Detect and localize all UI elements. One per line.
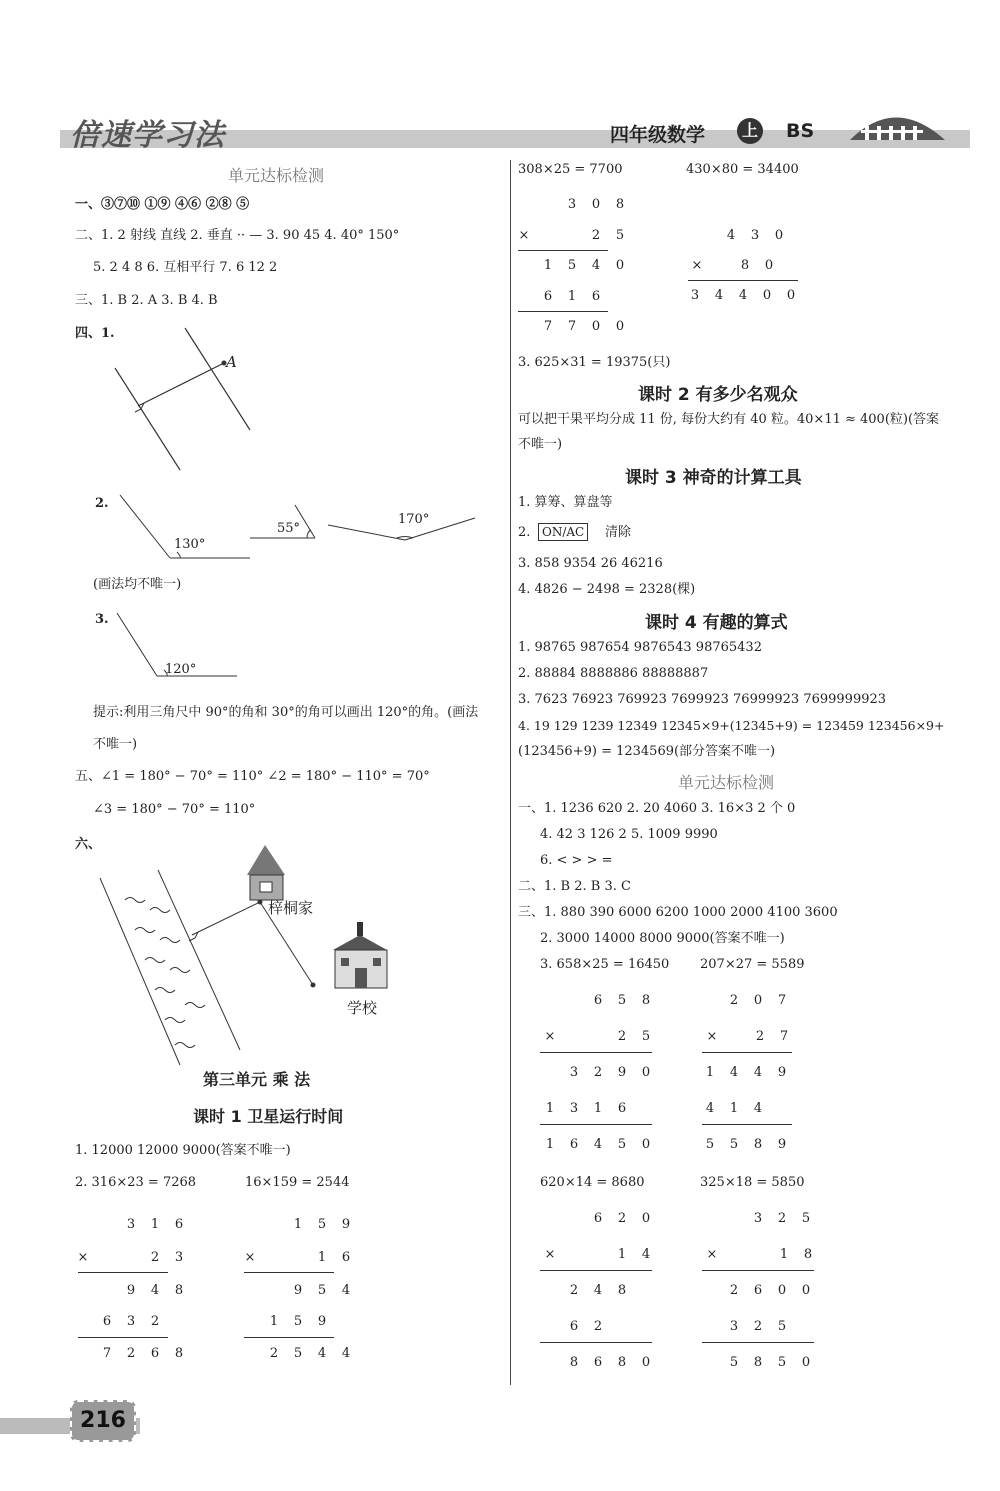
l2-text-b: 不唯一): [518, 437, 563, 452]
eq-308x25: 308×25 = 7700: [518, 162, 623, 177]
l1-q1: 1. 12000 12000 9000(答案不唯一): [75, 1143, 291, 1158]
lesson2-title: 课时 2 有多少名观众: [638, 385, 798, 405]
hint-b: 不唯一): [93, 737, 138, 752]
parallel-lines-figure: [100, 320, 260, 480]
q5a: 五、∠1 = 180° − 70° = 110° ∠2 = 180° − 110° = 70°: [75, 769, 430, 784]
point-a-label: A: [226, 353, 237, 371]
unit-test-title: 单元达标检测: [228, 166, 325, 185]
q5b: ∠3 = 180° − 70° = 110°: [93, 802, 256, 817]
angle-130: 130°: [174, 537, 206, 552]
angle-170: 170°: [398, 512, 430, 527]
q2a: 二、1. 2 射线 直线 2. 垂直 ·· — 3. 90 45 4. 40° 150°: [75, 228, 400, 243]
volume-badge: 上: [737, 118, 763, 144]
l3-q2-text: 清除: [605, 525, 632, 540]
angle-55: 55°: [277, 521, 301, 536]
eq-430x80: 430×80 = 34400: [686, 162, 799, 177]
l4-q3: 3. 7623 76923 769923 7699923 76999923 7699999923: [518, 692, 887, 707]
lesson4-title: 课时 4 有趣的算式: [645, 613, 788, 633]
grade-subject: 四年级数学: [610, 124, 706, 146]
u2-q3d: 207×27 = 5589: [700, 957, 805, 972]
home-label: 梓桐家: [268, 899, 314, 917]
page-number: 216: [70, 1400, 136, 1442]
eq-325x18: 325×18 = 5850: [700, 1175, 805, 1190]
u2-q1a: 一、1. 1236 620 2. 20 4060 3. 16×3 2 个 0: [518, 801, 796, 816]
on-ac-key: ON/AC: [538, 523, 588, 541]
eq-620x14: 620×14 = 8680: [540, 1175, 645, 1190]
q4-2: 2.: [95, 496, 109, 511]
q1: 一、③⑦⑩ ①⑨ ④⑥ ②⑧ ⑤: [75, 197, 250, 212]
edition: BS: [786, 120, 815, 142]
q4-1: 四、1.: [75, 326, 115, 341]
unit3-title: 第三单元 乘 法: [203, 1070, 311, 1089]
header-fence-icon: [845, 100, 955, 150]
l4-q1: 1. 98765 987654 9876543 98765432: [518, 640, 762, 655]
q3-625x31: 3. 625×31 = 19375(只): [518, 355, 671, 370]
q2b: 5. 2 4 8 6. 互相平行 7. 6 12 2: [93, 260, 278, 275]
l4-q4b: (123456+9) = 1234569(部分答案不唯一): [518, 744, 776, 759]
l1-q2b: 16×159 = 2544: [245, 1175, 350, 1190]
river-map-figure: [95, 830, 425, 1070]
l4-q4a: 4. 19 129 1239 12349 12345×9+(12345+9) = 123459 123456×9+: [518, 718, 945, 733]
school-label: 学校: [347, 999, 378, 1017]
angle-120: 120°: [165, 662, 197, 677]
u2-q3a: 三、1. 880 390 6000 6200 1000 2000 4100 3600: [518, 905, 838, 920]
q4-3: 3.: [95, 612, 109, 627]
q3: 三、1. B 2. A 3. B 4. B: [75, 293, 218, 308]
unit-test2-title: 单元达标检测: [678, 773, 775, 792]
l4-q2: 2. 88884 8888886 88888887: [518, 666, 709, 681]
l2-text-a: 可以把干果平均分成 11 份, 每份大约有 40 粒。40×11 ≈ 400(粒)(答案: [518, 412, 940, 427]
l3-q2-label: 2.: [518, 525, 531, 540]
header-logo: 倍速学习法: [70, 118, 225, 153]
lesson3-title: 课时 3 神奇的计算工具: [625, 468, 802, 488]
hint-a: 提示:利用三角尺中 90°的角和 30°的角可以画出 120°的角。(画法: [93, 705, 479, 720]
l3-q3: 3. 858 9354 26 46216: [518, 556, 663, 571]
u2-q1b: 4. 42 3 126 2 5. 1009 9990: [540, 827, 718, 842]
column-divider: [510, 160, 511, 1385]
u2-q3c: 3. 658×25 = 16450: [540, 957, 670, 972]
l1-q2a: 2. 316×23 = 7268: [75, 1175, 197, 1190]
note-not-unique: (画法均不唯一): [93, 577, 182, 592]
l3-q1: 1. 算筹、算盘等: [518, 495, 613, 510]
u2-q3b: 2. 3000 14000 8000 9000(答案不唯一): [540, 931, 785, 946]
lesson1-title: 课时 1 卫星运行时间: [193, 1107, 344, 1126]
q6: 六、: [75, 837, 102, 852]
l3-q4: 4. 4826 − 2498 = 2328(棵): [518, 582, 696, 597]
u2-q1c: 6. < > > =: [540, 853, 613, 868]
u2-q2: 二、1. B 2. B 3. C: [518, 879, 631, 894]
